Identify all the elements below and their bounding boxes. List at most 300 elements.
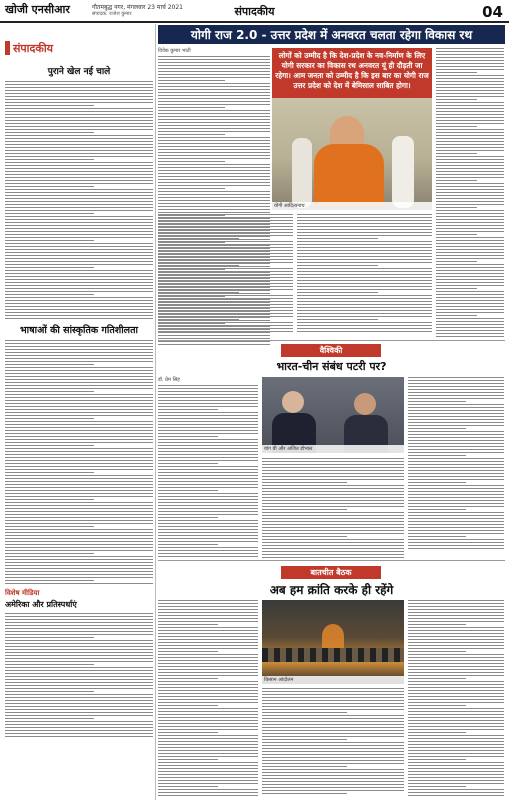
text-line <box>408 395 504 396</box>
third-story-photo <box>262 600 404 684</box>
text-line <box>436 120 504 121</box>
text-line <box>436 147 504 148</box>
text-line <box>158 690 258 691</box>
text-line <box>158 729 258 730</box>
text-line <box>158 532 258 533</box>
text-line <box>158 197 270 198</box>
text-line <box>158 660 258 661</box>
text-line <box>408 479 504 480</box>
text-line <box>158 385 258 386</box>
text-line <box>158 304 293 305</box>
text-line <box>408 536 466 537</box>
person-head <box>354 393 376 415</box>
text-line <box>5 676 153 677</box>
text-line <box>5 183 153 184</box>
text-line <box>408 401 466 402</box>
text-line <box>158 630 258 631</box>
text-line <box>158 639 258 640</box>
text-line <box>408 539 504 540</box>
text-line <box>262 554 404 555</box>
text-line <box>158 460 258 461</box>
text-line <box>436 63 504 64</box>
text-line <box>158 71 270 72</box>
text-line <box>158 600 258 601</box>
text-line <box>436 255 504 256</box>
text-line <box>436 93 504 94</box>
text-line <box>5 706 153 707</box>
text-line <box>5 153 153 154</box>
text-line <box>5 556 153 557</box>
text-line <box>436 81 504 82</box>
text-line <box>158 298 293 299</box>
text-line <box>436 189 504 190</box>
text-line <box>297 247 432 248</box>
text-line <box>5 664 94 665</box>
text-line <box>5 279 153 280</box>
second-story-photo <box>262 377 404 453</box>
text-line <box>436 132 504 133</box>
text-line <box>5 691 94 692</box>
text-line <box>408 497 504 498</box>
text-line <box>262 548 404 549</box>
text-line <box>408 717 504 718</box>
text-line <box>158 711 258 712</box>
text-line <box>262 781 404 782</box>
text-line <box>158 520 258 521</box>
text-line <box>158 176 270 177</box>
text-line <box>436 60 504 61</box>
text-line <box>158 280 293 281</box>
text-line <box>158 325 293 326</box>
text-line <box>5 529 153 530</box>
text-line <box>158 735 258 736</box>
text-line <box>158 415 258 416</box>
text-line <box>5 457 153 458</box>
text-line <box>158 550 258 551</box>
third-story-column-3 <box>408 600 504 796</box>
text-line <box>408 708 504 709</box>
text-line <box>5 376 153 377</box>
text-line <box>408 500 504 501</box>
text-line <box>408 386 504 387</box>
text-line <box>408 792 504 793</box>
text-line <box>262 787 404 788</box>
text-line <box>436 264 504 265</box>
text-line <box>436 303 504 304</box>
text-line <box>297 232 432 233</box>
text-line <box>262 494 404 495</box>
text-line <box>5 478 153 479</box>
text-line <box>158 624 218 625</box>
text-line <box>5 108 153 109</box>
text-line <box>297 244 432 245</box>
text-line <box>436 174 504 175</box>
text-line <box>408 795 504 796</box>
text-line <box>408 726 504 727</box>
text-line <box>5 123 153 124</box>
text-line <box>408 783 504 784</box>
text-line <box>158 547 258 548</box>
text-line <box>158 397 258 398</box>
text-line <box>5 285 153 286</box>
text-line <box>158 451 258 452</box>
text-line <box>158 648 258 649</box>
text-line <box>5 120 153 121</box>
text-line <box>408 419 504 420</box>
text-line <box>158 684 258 685</box>
text-line <box>408 669 504 670</box>
text-line <box>5 343 153 344</box>
text-line <box>158 268 293 269</box>
text-line <box>436 321 504 322</box>
third-story-column-1 <box>158 600 258 796</box>
text-line <box>262 503 404 504</box>
text-line <box>436 141 504 142</box>
text-line <box>408 521 504 522</box>
text-line <box>408 654 504 655</box>
text-line <box>5 682 153 683</box>
text-line <box>158 738 258 739</box>
text-line <box>158 750 258 751</box>
text-line <box>5 129 153 130</box>
text-line <box>262 721 404 722</box>
text-line <box>436 138 504 139</box>
text-line <box>408 627 504 628</box>
text-line <box>436 177 504 178</box>
text-line <box>5 472 94 473</box>
text-line <box>5 523 153 524</box>
text-line <box>408 639 504 640</box>
text-line <box>158 699 258 700</box>
text-line <box>262 706 404 707</box>
text-line <box>436 168 504 169</box>
text-line <box>297 256 432 257</box>
text-line <box>262 748 404 749</box>
text-line <box>158 526 258 527</box>
text-line <box>5 679 153 680</box>
third-story-body-1 <box>158 600 258 796</box>
text-line <box>408 723 504 724</box>
text-line <box>436 114 504 115</box>
editor-line: संपादक: राजेश कुमार <box>92 11 132 17</box>
text-line <box>408 699 504 700</box>
text-line <box>262 790 404 791</box>
text-line <box>158 143 270 144</box>
background-figure <box>292 138 312 208</box>
text-line <box>5 550 153 551</box>
text-line <box>262 536 347 537</box>
side-box-title: अमेरिका और प्रतिस्पर्धाएं <box>5 600 77 609</box>
text-line <box>436 123 504 124</box>
text-line <box>436 192 504 193</box>
text-line <box>158 529 258 530</box>
text-line <box>262 784 404 785</box>
text-line <box>158 328 293 329</box>
text-line <box>5 135 153 136</box>
text-line <box>408 380 504 381</box>
text-line <box>158 541 258 542</box>
text-line <box>408 720 504 721</box>
text-line <box>297 274 432 275</box>
text-line <box>408 407 504 408</box>
text-line <box>436 327 504 328</box>
crowd <box>262 648 404 662</box>
text-line <box>262 524 404 525</box>
text-line <box>5 352 153 353</box>
text-line <box>436 291 504 292</box>
text-line <box>158 344 270 345</box>
text-line <box>158 430 258 431</box>
text-line <box>5 421 153 422</box>
text-line <box>5 673 153 674</box>
text-line <box>5 646 153 647</box>
text-line <box>408 633 504 634</box>
text-line <box>436 180 477 181</box>
text-line <box>5 475 153 476</box>
text-line <box>158 472 258 473</box>
text-line <box>5 541 153 542</box>
text-line <box>5 622 153 623</box>
photo-caption: योगी आदित्यनाथ <box>272 202 432 210</box>
text-line <box>5 306 153 307</box>
text-line <box>262 718 404 719</box>
text-line <box>158 424 258 425</box>
text-line <box>158 436 218 437</box>
text-line <box>158 556 258 557</box>
text-line <box>158 74 270 75</box>
text-line <box>5 349 153 350</box>
text-line <box>408 678 466 679</box>
text-line <box>262 751 404 752</box>
text-line <box>5 159 94 160</box>
text-line <box>158 158 270 159</box>
text-line <box>408 756 504 757</box>
text-line <box>436 126 477 127</box>
text-line <box>436 159 504 160</box>
text-line <box>158 657 258 658</box>
third-story-column-2 <box>262 688 404 794</box>
text-line <box>436 216 504 217</box>
text-line <box>5 619 153 620</box>
text-line <box>5 730 153 731</box>
text-line <box>158 310 293 311</box>
text-line <box>262 557 404 558</box>
text-line <box>408 630 504 631</box>
text-line <box>5 538 153 539</box>
text-line <box>5 243 153 244</box>
text-line <box>297 325 432 326</box>
main-story-body-2-lines <box>158 214 432 332</box>
text-line <box>5 234 153 235</box>
text-line <box>158 768 258 769</box>
text-line <box>158 80 225 81</box>
text-line <box>5 469 153 470</box>
text-line <box>5 361 153 362</box>
text-line <box>262 712 347 713</box>
text-line <box>5 168 153 169</box>
text-line <box>158 687 258 688</box>
text-line <box>158 439 258 440</box>
text-line <box>408 452 504 453</box>
text-line <box>408 509 466 510</box>
main-story-photo <box>272 98 432 210</box>
background-figure <box>392 136 414 208</box>
text-line <box>262 470 404 471</box>
text-line <box>436 228 504 229</box>
text-line <box>408 446 504 447</box>
text-line <box>262 530 404 531</box>
text-line <box>297 331 432 332</box>
text-line <box>5 87 153 88</box>
text-line <box>262 458 404 459</box>
text-line <box>408 744 504 745</box>
text-line <box>5 643 153 644</box>
text-line <box>158 508 258 509</box>
text-line <box>436 294 504 295</box>
text-line <box>408 443 504 444</box>
text-line <box>297 220 432 221</box>
text-line <box>5 126 153 127</box>
text-line <box>262 733 404 734</box>
text-line <box>158 744 258 745</box>
masthead-rule <box>0 21 509 23</box>
text-line <box>158 708 258 709</box>
text-line <box>408 473 504 474</box>
text-line <box>5 490 153 491</box>
text-line <box>436 183 504 184</box>
text-line <box>297 250 432 251</box>
text-line <box>436 201 504 202</box>
text-line <box>158 98 270 99</box>
photo-caption: किसान आंदोलन <box>262 676 404 684</box>
text-line <box>436 186 504 187</box>
left-column <box>5 40 153 737</box>
text-line <box>158 83 270 84</box>
text-line <box>5 388 153 389</box>
text-line <box>5 379 153 380</box>
text-line <box>408 612 504 613</box>
text-line <box>158 206 270 207</box>
text-line <box>408 621 504 622</box>
text-line <box>5 132 94 133</box>
second-story-column-3 <box>408 377 504 549</box>
text-line <box>158 765 258 766</box>
text-line <box>262 766 347 767</box>
text-line <box>436 87 504 88</box>
text-line <box>262 479 404 480</box>
text-line <box>5 727 153 728</box>
text-line <box>5 171 153 172</box>
text-line <box>5 637 94 638</box>
text-line <box>5 406 153 407</box>
text-line <box>5 415 153 416</box>
text-line <box>436 234 477 235</box>
text-line <box>5 451 153 452</box>
text-line <box>408 431 504 432</box>
text-line <box>158 627 258 628</box>
text-line <box>158 499 258 500</box>
text-line <box>5 370 153 371</box>
text-line <box>297 217 432 218</box>
text-line <box>408 437 504 438</box>
text-line <box>158 523 258 524</box>
text-line <box>158 247 293 248</box>
text-line <box>436 312 504 313</box>
text-line <box>158 771 258 772</box>
text-line <box>262 497 404 498</box>
text-line <box>436 75 504 76</box>
text-line <box>408 666 504 667</box>
text-line <box>436 57 504 58</box>
text-line <box>158 409 218 410</box>
text-line <box>5 177 153 178</box>
text-line <box>297 307 432 308</box>
text-line <box>262 703 404 704</box>
third-story-body-3 <box>408 600 504 796</box>
text-line <box>5 237 153 238</box>
text-line <box>436 105 504 106</box>
section-divider <box>158 560 505 561</box>
text-line <box>5 409 153 410</box>
text-line <box>5 189 153 190</box>
text-line <box>262 527 404 528</box>
section-title: संपादकीय <box>234 5 275 18</box>
text-line <box>297 283 432 284</box>
text-line <box>436 267 504 268</box>
text-line <box>408 488 504 489</box>
text-line <box>436 150 504 151</box>
text-line <box>262 757 404 758</box>
text-line <box>297 268 432 269</box>
text-line <box>158 152 270 153</box>
text-line <box>158 606 258 607</box>
text-line <box>262 518 404 519</box>
editorial-body <box>5 81 153 319</box>
text-line <box>262 763 404 764</box>
text-line <box>408 747 504 748</box>
text-line <box>158 535 258 536</box>
text-line <box>5 150 153 151</box>
text-line <box>262 539 404 540</box>
text-line <box>436 225 504 226</box>
text-line <box>436 252 504 253</box>
side-box-label: विशेष मीडिया <box>5 589 40 597</box>
text-line <box>5 96 153 97</box>
text-line <box>262 727 404 728</box>
text-line <box>5 255 153 256</box>
text-line <box>408 636 504 637</box>
text-line <box>5 204 153 205</box>
text-line <box>262 506 404 507</box>
text-line <box>158 663 258 664</box>
dateline: गौतमबुद्ध नगर, मंगलवार 23 मार्च 2021 <box>92 4 184 11</box>
text-line <box>408 410 504 411</box>
text-line <box>408 774 504 775</box>
text-line <box>158 421 258 422</box>
text-line <box>158 442 258 443</box>
text-line <box>436 297 504 298</box>
text-line <box>158 454 258 455</box>
text-line <box>262 697 404 698</box>
text-line <box>158 167 270 168</box>
text-line <box>436 99 477 100</box>
text-line <box>262 793 347 794</box>
text-line <box>5 502 153 503</box>
text-line <box>158 478 258 479</box>
text-line <box>158 265 239 266</box>
text-line <box>297 298 432 299</box>
text-line <box>297 226 432 227</box>
